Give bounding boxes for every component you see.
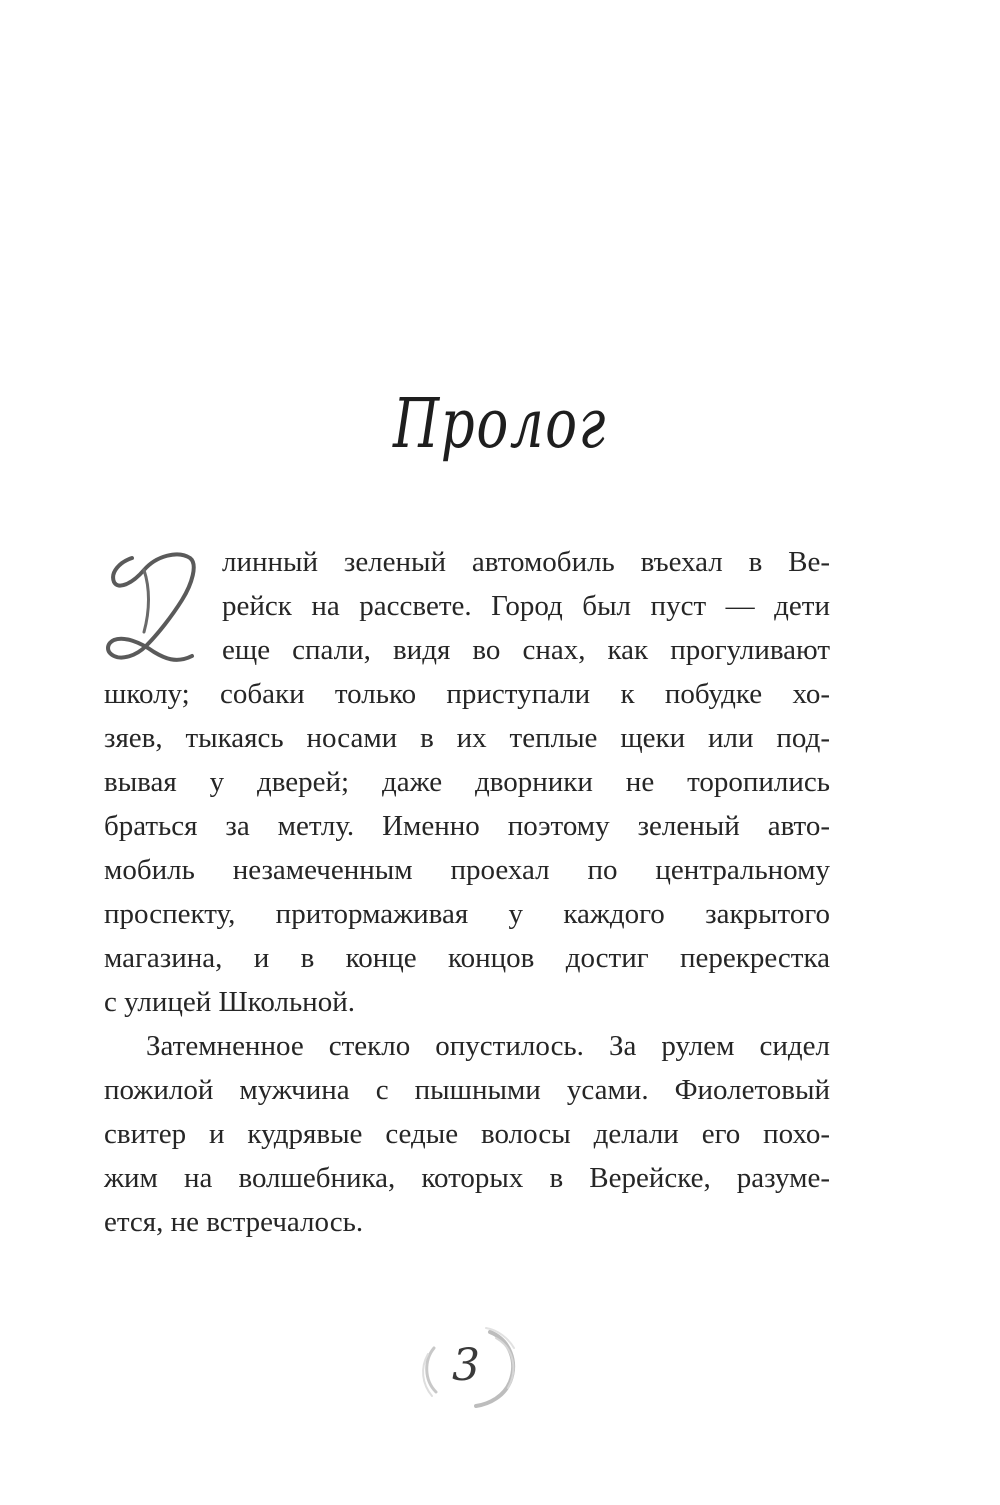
- text-line: еще спали, видя во снах, как прогуливают: [222, 634, 830, 666]
- text-line: линный зеленый автомобиль въехал в Ве-: [222, 546, 830, 578]
- paragraph-2: [104, 1024, 830, 1244]
- page-number-ornament: [406, 1318, 526, 1414]
- text-line: вывая у дверей; даже дворники не торопились: [104, 766, 830, 798]
- text-line: ется, не встречалось.: [104, 1206, 364, 1238]
- text-line: рейск на рассвете. Город был пуст — дети: [222, 590, 830, 622]
- text-line: школу; собаки только приступали к побудке хо-: [104, 678, 830, 710]
- text-line: Затемненное стекло опустилось. За рулем сидел: [146, 1030, 830, 1062]
- text-line: магазина, и в конце концов достиг перекрестка: [104, 942, 830, 974]
- text-line: свитер и кудрявые седые волосы делали его похо-: [104, 1118, 830, 1150]
- text-line: с улицей Школьной.: [104, 986, 355, 1018]
- text-line: жим на волшебника, которых в Верейске, разуме-: [104, 1162, 830, 1194]
- paragraph-1: [104, 540, 830, 1024]
- text-line: зяев, тыкаясь носами в их теплые щеки или под-: [104, 722, 830, 754]
- text-line: пожилой мужчина с пышными усами. Фиолетовый: [104, 1074, 830, 1106]
- chapter-title: Пролог: [392, 385, 608, 464]
- body-text: [104, 540, 830, 1244]
- text-line: браться за метлу. Именно поэтому зеленый авто-: [104, 810, 830, 842]
- text-line: проспекту, притормаживая у каждого закрытого: [104, 898, 830, 930]
- text-line: мобиль незамеченным проехал по центральному: [104, 854, 830, 886]
- page-number: 3: [452, 1340, 480, 1391]
